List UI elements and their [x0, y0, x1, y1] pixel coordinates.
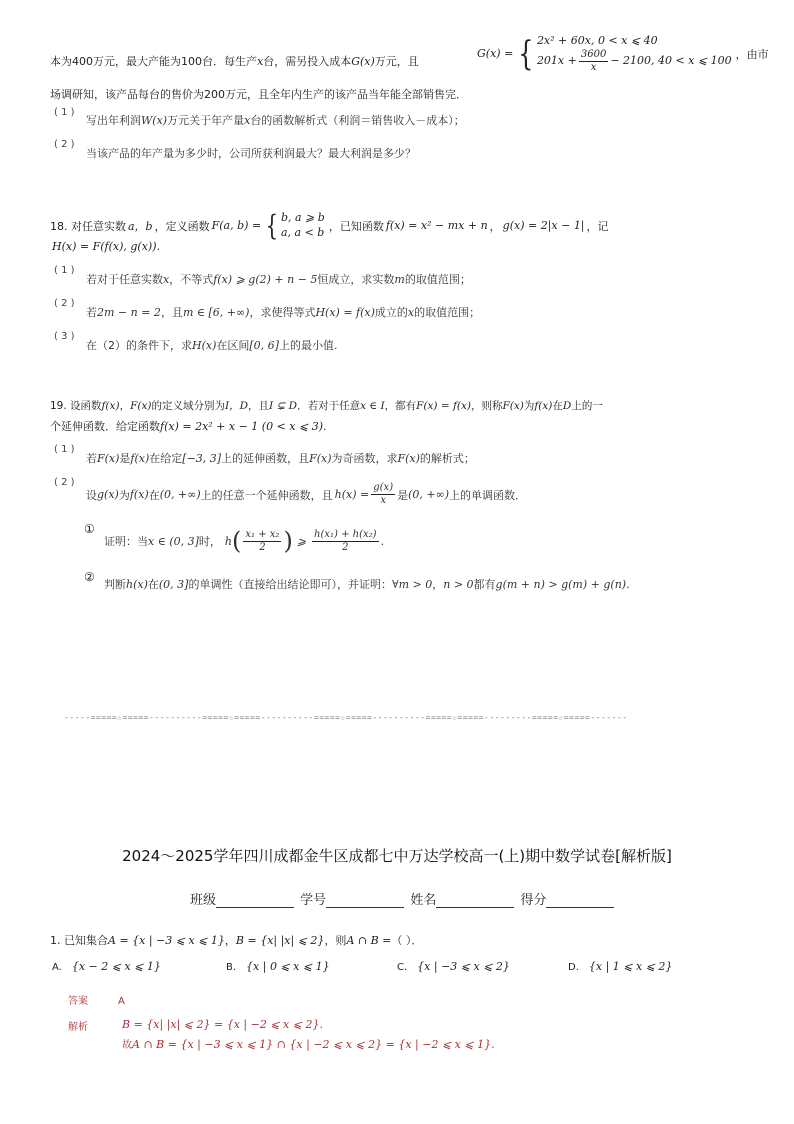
name-label: 姓名	[410, 893, 437, 908]
fraction: $\frac{\text{h(x₁) + h(x₂)}}{2}$	[314, 528, 377, 553]
f-case-1: b, a ⩾ b	[280, 211, 325, 224]
q18-sub3: 在（2）的条件下，求H(x)在区间[0, 6]上的最小值.	[86, 339, 338, 352]
q1-option-c[interactable]: C. {x | −3 ⩽ x ⩽ 2}	[397, 960, 510, 973]
q19-sub2-number: ( 2 )	[54, 477, 75, 488]
score-label: 得分	[520, 893, 547, 908]
q19-claim1: 证明：当 x ∈ (0, 3] 时， h ( $\frac{\text{x₁ + x₂}}{2}$ ) ⩾ $\frac{\text{h(x₁) + h(x₂)}}{2}$ .	[104, 527, 385, 555]
q19-line2: 个延伸函数．给定函数f(x) = 2x² + x − 1 (0 < x ⩽ 3).	[50, 420, 327, 433]
score-blank[interactable]	[546, 895, 614, 908]
q18-sub2: 若2m − n = 2，且m ∈ [6, +∞)，求使得等式H(x) = f(x)成立的x的取值范围；	[86, 306, 481, 319]
q1-analysis-line2: 故A ∩ B = {x | −3 ⩽ x ⩽ 1} ∩ {x | −2 ⩽ x ⩽ 2} = {x | −2 ⩽ x ⩽ 1}.	[122, 1038, 495, 1051]
fraction: $\frac{\text{x₁ + x₂}}{2}$	[245, 528, 280, 553]
q1-analysis-line1: B = {x| |x| ⩽ 2} = {x | −2 ⩽ x ⩽ 2}.	[122, 1018, 323, 1031]
q19-claim2-marker: ②	[84, 570, 95, 584]
q1-analysis-label: 解析	[68, 1022, 88, 1033]
q18-sub2-number: ( 2 )	[54, 298, 75, 309]
q1-answer: 答案 A	[68, 996, 125, 1007]
left-brace: {	[265, 208, 279, 242]
q1-header: 1. 已知集合A = {x | −3 ⩽ x ⩽ 1}，B = {x| |x| ⩽ 2}，则A ∩ B =（ ）．	[50, 934, 423, 947]
q19-sub1-number: ( 1 )	[54, 444, 75, 455]
q17-sub1: 写出年利润W(x)万元关于年产量x台的函数解析式（利润＝销售收入－成本）；	[86, 114, 465, 127]
q19-claim2: 判断h(x)在(0, 3]的单调性（直接给出结论即可），并证明：∀m > 0，n > 0都有g(m + n) > g(m) + g(n).	[104, 578, 630, 591]
q17-intro-line: 本为400万元，最大产能为100台．每生产x台，需另投入成本G(x)万元，且	[50, 55, 419, 68]
q19-sub1: 若F(x)是f(x)在给定[−3, 3]上的延伸函数，且F(x)为奇函数，求F(x)的解析式；	[86, 452, 475, 465]
q17-cost-function: G(x) = { 2x² + 60x, 0 < x ⩽ 40 201x + $\frac{3600}{x}$ − 2100, 40 < x ⩽ 100 ，由市	[477, 33, 769, 74]
class-blank[interactable]	[216, 895, 294, 908]
fraction: $\frac{3600}{x}$	[580, 48, 607, 73]
class-label: 班级	[190, 893, 217, 908]
q1-option-b[interactable]: B. {x | 0 ⩽ x ⩽ 1}	[226, 960, 330, 973]
q19-sub2: 设 g(x) 为 f(x) 在 (0, +∞) 上的任意一个延伸函数，且 h(x) = $\frac{g(x)}{x}$ 是 (0, +∞) 上的单调函数．	[86, 482, 527, 506]
q18-sub1: 若对于任意实数x，不等式f(x) ⩾ g(2) + n − 5恒成立，求实数m的取值范围；	[86, 273, 471, 286]
id-label: 学号	[300, 893, 327, 908]
student-info-row	[190, 889, 616, 908]
left-brace: {	[518, 33, 534, 74]
q17-sub2: 当该产品的年产量为多少时，公司所获利润最大？最大利润是多少？	[86, 147, 416, 160]
cost-case-2: 201x + $\frac{3600}{x}$ − 2100, 40 < x ⩽ 100	[536, 48, 732, 73]
q18-header: 18. 对任意实数 a，b ，定义函数 F(a, b) = { b, a ⩾ b a, a < b ，已知函数 f(x) = x² − mx + n ， g(x) = 2|x − 1| ，记	[50, 208, 609, 242]
id-blank[interactable]	[326, 895, 404, 908]
f-case-2: a, a < b	[280, 225, 325, 239]
q17-sub2-number: ( 2 )	[54, 139, 75, 150]
cost-case-1: 2x² + 60x, 0 < x ⩽ 40	[536, 34, 658, 47]
q1-option-a[interactable]: A. {x − 2 ⩽ x ⩽ 1}	[52, 960, 161, 973]
q17-sub1-number: ( 1 )	[54, 107, 75, 118]
fraction: $\frac{g(x)}{x}$	[373, 482, 394, 506]
q1-option-d[interactable]: D. {x | 1 ⩽ x ⩽ 2}	[568, 960, 673, 973]
q17-line2: 场调研知，该产品每台的售价为200万元，且全年内生产的该产品当年能全部销售完．	[50, 88, 467, 101]
q18-line2: H(x) = F(f(x), g(x)).	[52, 240, 160, 253]
name-blank[interactable]	[436, 895, 514, 908]
q18-sub1-number: ( 1 )	[54, 265, 75, 276]
exam-title: 2024～2025学年四川成都金牛区成都七中万达学校高一(上)期中数学试卷[解析版]	[122, 847, 672, 865]
q18-sub3-number: ( 3 )	[54, 331, 75, 342]
page-divider: -----=====☆=====----------=====☆=====----------=====☆=====----------=====☆=====---------=====☆=====-------	[64, 713, 628, 722]
q19-header: 19. 设函数f(x)，F(x)的定义域分别为I，D，且I ⊊ D．若对于任意x ∈ I，都有F(x) = f(x)，则称F(x)为f(x)在D上的一	[50, 400, 603, 412]
q19-claim1-marker: ①	[84, 522, 95, 536]
